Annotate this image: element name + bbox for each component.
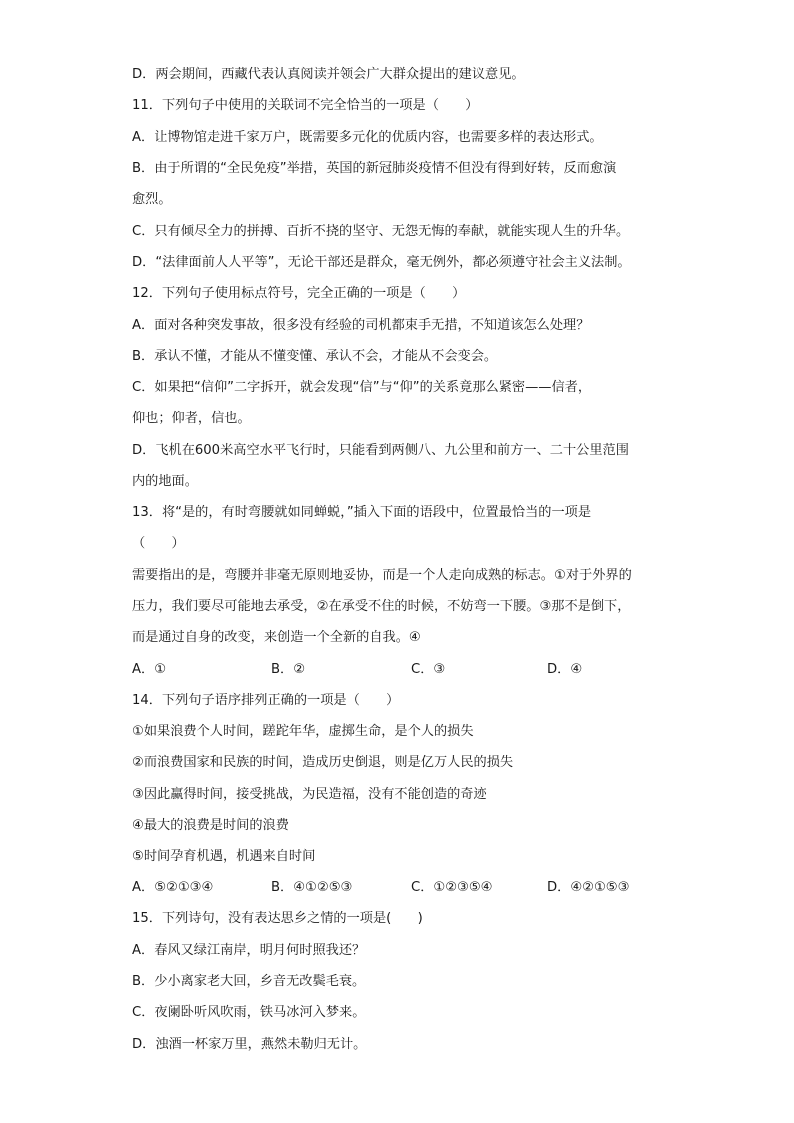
text-line: A．春风又绿江南岸，明月何时照我还？ bbox=[132, 943, 366, 958]
question-13-stem: 13．将“是的，有时弯腰就如同蝉蜕，”插入下面的语段中，位置最恰当的一项是 bbox=[132, 505, 592, 520]
text-line: D．飞机在600米高空水平飞行时，只能看到两侧八、九公里和前方一、二十公里范围 bbox=[132, 443, 629, 458]
text-line: D．两会期间，西藏代表认真阅读并领会广大群众提出的建议意见。 bbox=[132, 67, 525, 82]
text-line: 愈烈。 bbox=[132, 192, 172, 207]
text-line: 仰也；仰者，信也。 bbox=[132, 411, 251, 426]
text-line: C．只有倾尽全力的拼搏、百折不挠的坚守、无怨无悔的奉献，就能实现人生的升华。 bbox=[132, 224, 630, 239]
text-line: ⑤时间孕育机遇，机遇来自时间 bbox=[132, 849, 316, 864]
text-line: （ ） bbox=[132, 536, 185, 551]
text-line: ①如果浪费个人时间，蹉跎年华，虚掷生命，是个人的损失 bbox=[132, 724, 474, 739]
text-line: B．承认不懂，才能从不懂变懂、承认不会，才能从不会变会。 bbox=[132, 349, 498, 364]
option-b: B．② bbox=[271, 662, 306, 677]
text-line: ④最大的浪费是时间的浪费 bbox=[132, 818, 289, 833]
text-line: B．少小离家老大回，乡音无改鬓毛衰。 bbox=[132, 974, 366, 989]
option-c: C．①②③⑤④ bbox=[411, 880, 493, 895]
text-line: C．夜阑卧听风吹雨，铁马冰河入梦来。 bbox=[132, 1005, 366, 1020]
question-11-stem: 11．下列句子中使用的关联词不完全恰当的一项是（ ） bbox=[132, 98, 479, 113]
option-b: B．④①②⑤③ bbox=[271, 880, 353, 895]
option-a: A．⑤②①③④ bbox=[132, 880, 214, 895]
question-15-stem: 15．下列诗句，没有表达思乡之情的一项是( ) bbox=[132, 911, 423, 926]
text-line: 内的地面。 bbox=[132, 474, 198, 489]
text-line: A．让博物馆走进千家万户，既需要多元化的优质内容，也需要多样的表达形式。 bbox=[132, 130, 603, 145]
question-14-stem: 14．下列句子语序排列正确的一项是（ ） bbox=[132, 693, 400, 708]
text-line: 压力，我们要尽可能地去承受，②在承受不住的时候，不妨弯一下腰。③那不是倒下， bbox=[132, 599, 631, 614]
text-line: ③因此赢得时间，接受挑战，为民造福，没有不能创造的奇迹 bbox=[132, 787, 487, 802]
option-c: C．③ bbox=[411, 662, 446, 677]
option-a: A．① bbox=[132, 662, 167, 677]
text-line: B．由于所谓的“全民免疫”举措，英国的新冠肺炎疫情不但没有得到好转，反而愈演 bbox=[132, 161, 617, 176]
text-line: D．浊酒一杯家万里，燕然未勒归无计。 bbox=[132, 1037, 367, 1052]
text-line: 而是通过自身的改变，来创造一个全新的自我。④ bbox=[132, 630, 421, 645]
text-line: C．如果把“信仰”二字拆开，就会发现“信”与“仰”的关系竟那么紧密——信者， bbox=[132, 380, 592, 395]
text-line: D．“法律面前人人平等”，无论干部还是群众，毫无例外，都必须遵守社会主义法制。 bbox=[132, 255, 631, 270]
text-line: 需要指出的是，弯腰并非毫无原则地妥协，而是一个人走向成熟的标志。①对于外界的 bbox=[132, 568, 632, 583]
text-line: A．面对各种突发事故，很多没有经验的司机都束手无措，不知道该怎么处理？ bbox=[132, 318, 590, 333]
option-d: D．④ bbox=[547, 662, 583, 677]
question-12-stem: 12．下列句子使用标点符号，完全正确的一项是（ ） bbox=[132, 286, 466, 301]
option-d: D．④②①⑤③ bbox=[547, 880, 630, 895]
text-line: ②而浪费国家和民族的时间，造成历史倒退，则是亿万人民的损失 bbox=[132, 755, 514, 770]
